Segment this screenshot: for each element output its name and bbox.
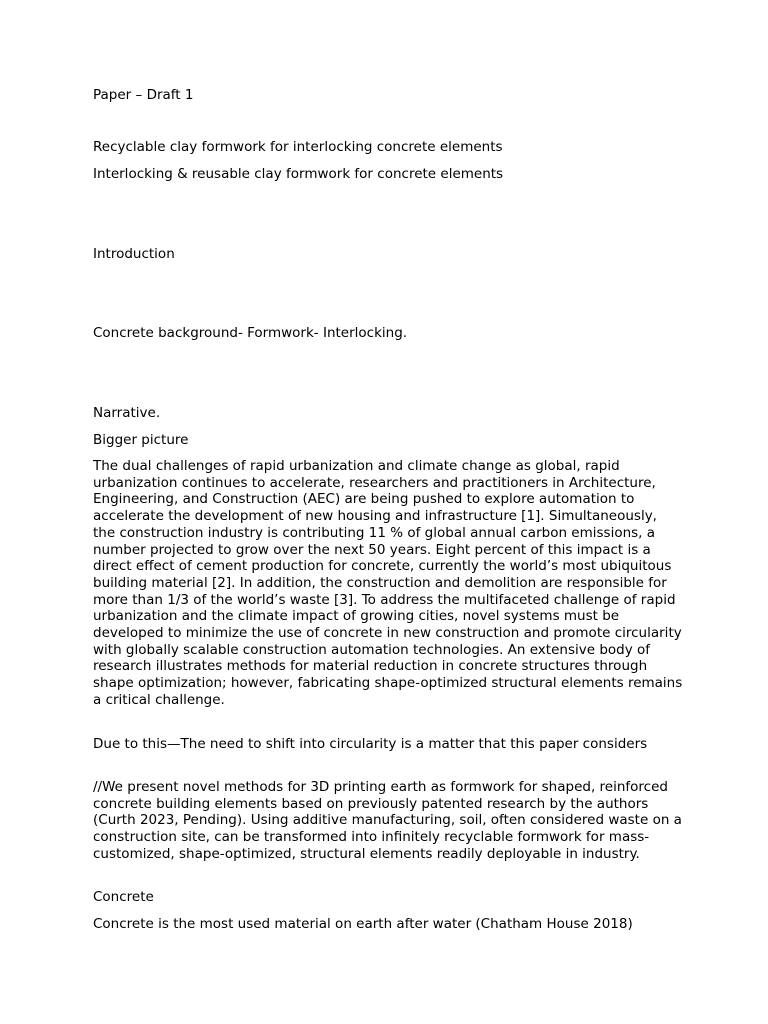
paragraph-circularity: Due to this—The need to shift into circularity is a matter that this paper considers bbox=[93, 736, 648, 752]
title-option-1: Recyclable clay formwork for interlocking concrete elements bbox=[93, 139, 503, 155]
paragraph-concrete-usage: Concrete is the most used material on earth after water (Chatham House 2018) bbox=[93, 916, 633, 932]
outline-note: Concrete background- Formwork- Interlocking. bbox=[93, 325, 408, 341]
paragraph-bigger-picture: The dual challenges of rapid urbanization and climate change as global, rapid urbanization continues to accelerate, researchers and practitioners in Architecture, Engineering, and Construction (AEC) are being pushed to explore automation to accelerate the development of new housing and infrastructure [1]. Simultaneously, the construction industry is contributing 11 % of global annual carbon emissions, a number projected to grow over the next 50 years. Eight percent of this impact is a direct effect of cement production for concrete, currently the world’s most ubiquitous building material [2]. In addition, the construction and demolition are responsible for more than 1/3 of the world’s waste [3]. To address the multifaceted challenge of rapid urbanization and the climate impact of growing cities, novel systems must be developed to minimize the use of concrete in new construction and promote circularity with globally scalable construction automation technologies. An extensive body of research illustrates methods for material reduction in concrete structures through shape optimization; however, fabricating shape-optimized structural elements remains a critical challenge. bbox=[93, 458, 683, 708]
draft-label: Paper – Draft 1 bbox=[93, 87, 194, 103]
title-option-2: Interlocking & reusable clay formwork for concrete elements bbox=[93, 166, 504, 182]
paragraph-novel-methods: //We present novel methods for 3D printing earth as formwork for shaped, reinforced concrete building elements based on previously patented research by the authors (Curth 2023, Pending). Using additive manufacturing, soil, often considered waste on a construction site, can be transformed into infinitely recyclable formwork for mass-customized, shape-optimized, structural elements readily deployable in industry. bbox=[93, 779, 682, 862]
heading-bigger-picture: Bigger picture bbox=[93, 432, 189, 448]
heading-narrative: Narrative. bbox=[93, 405, 161, 421]
heading-introduction: Introduction bbox=[93, 246, 175, 262]
heading-concrete: Concrete bbox=[93, 889, 154, 905]
